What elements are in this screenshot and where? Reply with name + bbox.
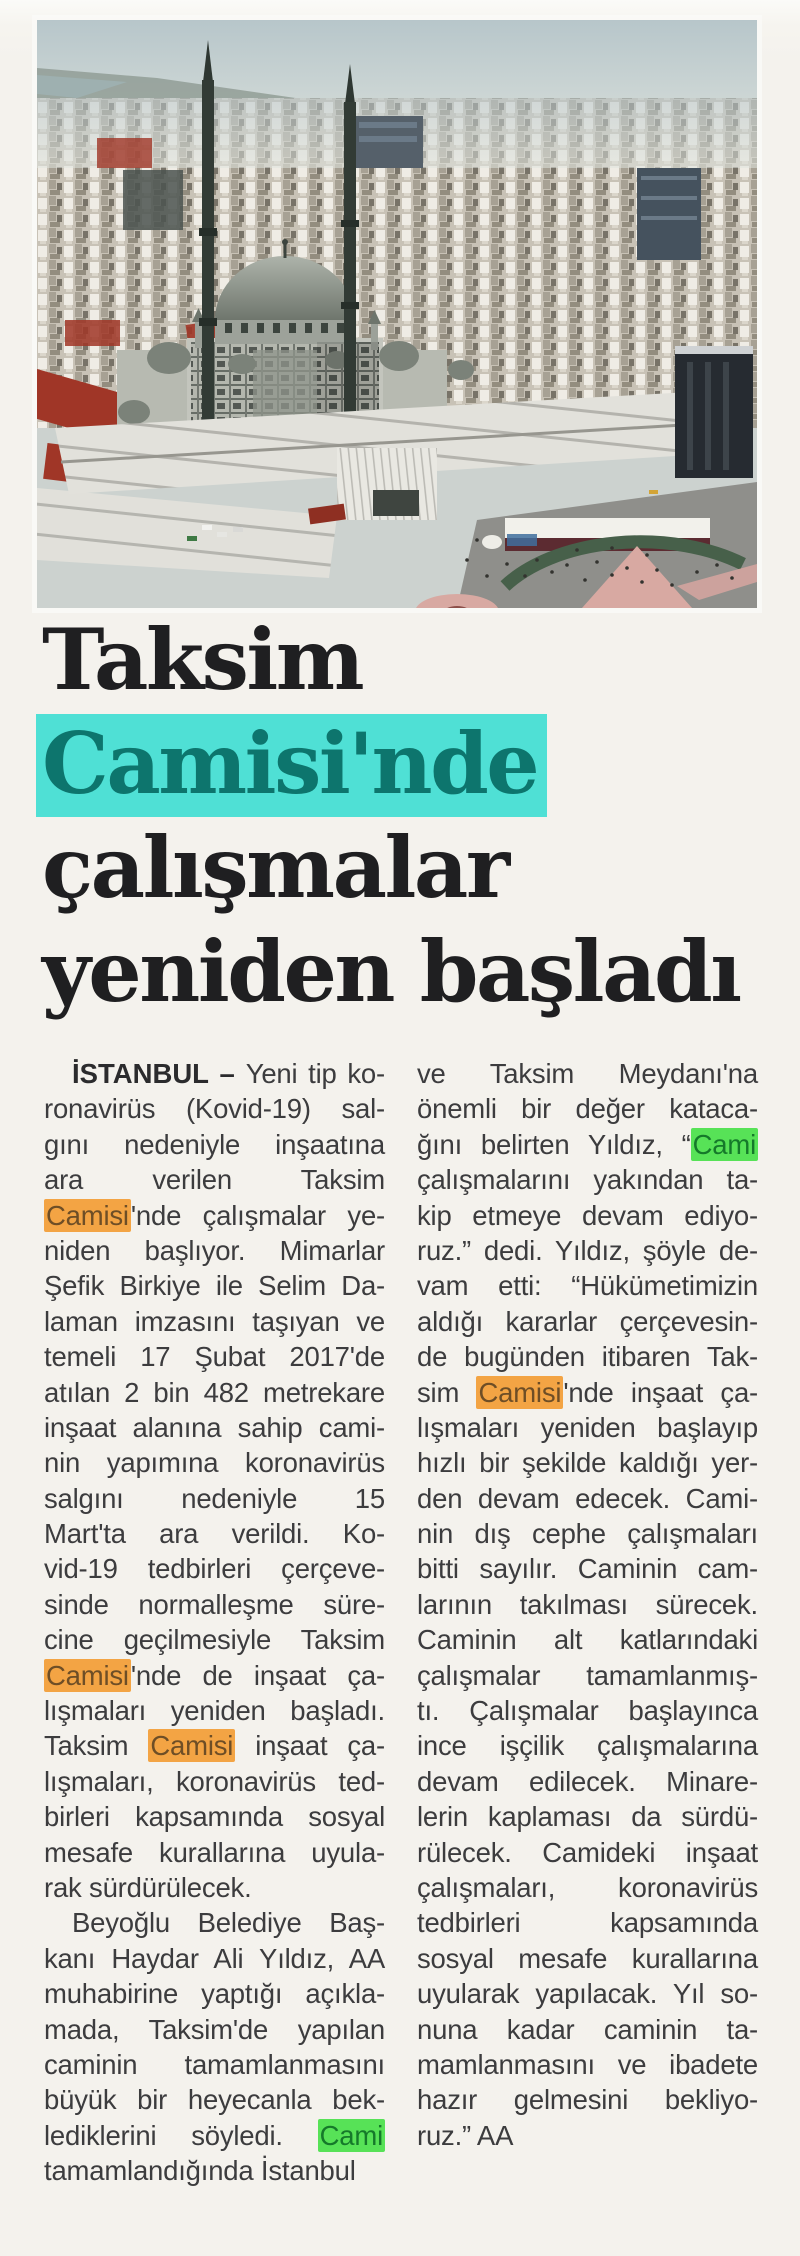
- text-segment: inşaat alanına sahip cami-: [44, 1411, 385, 1443]
- photo-red-tent: [308, 504, 346, 525]
- text-line: [44, 1551, 385, 1586]
- minaret-right: [344, 102, 356, 432]
- text-line: [417, 1268, 758, 1303]
- text-segment: çalışmaları, koronavirüs: [417, 1871, 758, 1903]
- text-segment: ğını belirten Yıldız, “: [417, 1128, 691, 1160]
- text-segment: devam edilecek. Minare-: [417, 1765, 758, 1797]
- text-segment: laman imzasını taşıyan ve: [44, 1305, 385, 1337]
- photo-dark-tower: [675, 346, 753, 478]
- text-segment: sim: [417, 1376, 477, 1408]
- text-segment: ruz.” dedi. Yıldız, şöyle de-: [417, 1234, 758, 1266]
- text-segment: ve Taksim Meydanı'na: [417, 1058, 758, 1089]
- text-line: [417, 1162, 758, 1197]
- text-segment: birleri kapsamında sosyal: [44, 1801, 385, 1833]
- text-segment: rak sürdürülecek.: [44, 1871, 252, 1903]
- text-line: [44, 1445, 385, 1480]
- text-segment: ara verilen Taksim: [44, 1164, 385, 1196]
- text-line: [417, 2012, 758, 2047]
- text-segment: tamamlandığında İstanbul: [44, 2155, 356, 2187]
- text-line: [44, 1587, 385, 1622]
- minaret-left: [202, 80, 214, 460]
- article-body: [44, 1056, 758, 2189]
- highlight-orange: Camisi: [150, 1730, 234, 1762]
- text-segment: Beyoğlu Belediye Baş-: [72, 1907, 385, 1939]
- text-line: [417, 1728, 758, 1763]
- text-line: [44, 2082, 385, 2117]
- text-segment: 'nde çalışmalar ye-: [130, 1199, 385, 1231]
- text-segment: Şefik Birkiye ile Selim Da-: [44, 1270, 385, 1302]
- photo-lower-roof: [37, 488, 337, 578]
- text-segment: cine geçilmesiyle Taksim: [44, 1624, 385, 1656]
- text-segment: muhabirine yaptığı açıkla-: [44, 1978, 385, 2010]
- text-segment: büyük bir heyecanla bek-: [44, 2084, 385, 2116]
- text-segment: sinde normalleşme süre-: [44, 1588, 385, 1620]
- text-segment: gını nedeniyle inşaatına: [44, 1128, 385, 1160]
- text-line: [417, 1375, 758, 1410]
- text-line: [417, 1198, 758, 1233]
- article-photo: [37, 20, 757, 608]
- text-line: [44, 2118, 385, 2153]
- text-segment: rülecek. Camideki inşaat: [417, 1836, 758, 1868]
- text-line: [417, 1339, 758, 1374]
- text-segment: Mart'ta ara verildi. Ko-: [44, 1518, 385, 1550]
- text-line: [44, 1091, 385, 1126]
- text-segment: bitti sayılır. Caminin cam-: [417, 1553, 758, 1585]
- text-line: [44, 1198, 385, 1233]
- text-line: [44, 1481, 385, 1516]
- text-segment: ince işçilik çalışmalarına: [417, 1730, 758, 1762]
- text-segment: larının takılması sürecek.: [417, 1588, 758, 1620]
- text-line: [417, 1905, 758, 1940]
- text-segment: nuna kadar caminin ta-: [417, 2013, 758, 2045]
- text-segment: ronavirüs (Kovid-19) sal-: [44, 1093, 385, 1125]
- text-line: [44, 1056, 385, 1091]
- text-segment: hızlı bir şekilde kaldığı yer-: [417, 1447, 758, 1479]
- text-segment: ruz.” AA: [417, 2119, 514, 2151]
- text-line: [417, 1693, 758, 1728]
- text-line: [417, 1091, 758, 1126]
- text-segment: çalışmalarını yakından ta-: [417, 1164, 758, 1196]
- text-line: [44, 1304, 385, 1339]
- text-line: [44, 1693, 385, 1728]
- text-line: [417, 2082, 758, 2117]
- text-line: [417, 1799, 758, 1834]
- headline-line: Taksim: [42, 610, 363, 709]
- text-segment: salgını nedeniyle 15: [44, 1482, 385, 1514]
- text-line: [417, 1658, 758, 1693]
- article-column-right: [417, 1056, 758, 2189]
- text-line: [44, 2047, 385, 2082]
- text-line: [44, 1375, 385, 1410]
- text-line: [44, 1127, 385, 1162]
- headline-highlight: Camisi'nde: [36, 714, 547, 817]
- text-segment: aldığı kararlar çerçevesin-: [417, 1305, 758, 1337]
- photo-plaza: [415, 482, 757, 608]
- text-segment: inşaat ça-: [235, 1730, 385, 1762]
- text-segment: mesafe kurallarına uyula-: [44, 1836, 385, 1868]
- text-segment: lışmaları, koronavirüs ted-: [44, 1765, 385, 1797]
- text-line: [417, 1410, 758, 1445]
- text-line: [44, 1728, 385, 1763]
- text-segment: tı. Çalışmalar başlayınca: [417, 1695, 758, 1727]
- text-segment: lışmaları yeniden başlayıp: [417, 1411, 758, 1443]
- text-segment: Caminin alt katlarındaki: [417, 1624, 758, 1656]
- text-line: [417, 1622, 758, 1657]
- text-line: [44, 1162, 385, 1197]
- text-segment: kip etmeye devam ediyo-: [417, 1199, 758, 1231]
- photo-shed: [373, 490, 419, 516]
- highlight-green: Cami: [692, 1128, 756, 1160]
- text-line: [417, 1233, 758, 1268]
- text-line: [417, 1127, 758, 1162]
- headline-line: yeniden başladı: [42, 922, 740, 1021]
- text-segment: atılan 2 bin 482 metrekare: [44, 1376, 385, 1408]
- text-segment: de bugünden itibaren Tak-: [417, 1341, 758, 1373]
- text-segment: nin yapımına koronavirüs: [44, 1447, 385, 1479]
- text-line: [44, 1268, 385, 1303]
- text-line: [44, 1905, 385, 1940]
- text-line: [417, 1941, 758, 1976]
- text-line: [417, 1481, 758, 1516]
- highlight-green: Cami: [319, 2119, 383, 2151]
- text-segment: lediklerini söyledi.: [44, 2119, 318, 2151]
- text-segment: Taksim: [44, 1730, 149, 1762]
- text-segment: uyularak yapılacak. Yıl so-: [417, 1978, 758, 2010]
- text-line: [44, 1410, 385, 1445]
- text-line: [44, 1870, 385, 1905]
- text-line: [44, 1339, 385, 1374]
- text-segment: nin dış cephe çalışmaları: [417, 1518, 758, 1550]
- text-line: [44, 1941, 385, 1976]
- text-line: [44, 1233, 385, 1268]
- text-segment: çalışmalar tamamlanmış-: [417, 1659, 758, 1691]
- text-segment: 'nde de inşaat ça-: [130, 1659, 385, 1691]
- text-line: [44, 1835, 385, 1870]
- text-segment: mamlanmasını ve ibadete: [417, 2048, 758, 2080]
- text-segment: kanı Haydar Ali Yıldız, AA: [44, 1942, 385, 1974]
- text-line: [417, 2047, 758, 2082]
- photo-illustration: [37, 20, 757, 608]
- text-line: [417, 1516, 758, 1551]
- text-segment: 'nde inşaat ça-: [563, 1376, 759, 1408]
- text-segment: caminin tamamlanmasını: [44, 2048, 385, 2080]
- text-line: [417, 1551, 758, 1586]
- text-line: [417, 2118, 758, 2153]
- highlight-orange: Camisi: [478, 1376, 562, 1408]
- text-segment: Yeni tip ko-: [245, 1058, 385, 1089]
- text-segment: vid-19 tedbirleri çerçeve-: [44, 1553, 385, 1585]
- text-segment: tedbirleri kapsamında: [417, 1907, 758, 1939]
- text-segment: den devam edecek. Cami-: [417, 1482, 758, 1514]
- text-line: [417, 1870, 758, 1905]
- text-line: [417, 1764, 758, 1799]
- text-line: [44, 1799, 385, 1834]
- text-line: [417, 1587, 758, 1622]
- dateline-bold: İSTANBUL –: [72, 1058, 246, 1089]
- text-line: [417, 1835, 758, 1870]
- text-segment: mada, Taksim'de yapılan: [44, 2013, 385, 2045]
- text-line: [44, 1622, 385, 1657]
- text-segment: sosyal mesafe kurallarına: [417, 1942, 758, 1974]
- text-line: [44, 1658, 385, 1693]
- text-line: [417, 1304, 758, 1339]
- text-segment: hazır gelmesini bekliyo-: [417, 2084, 758, 2116]
- text-line: [44, 2153, 385, 2188]
- text-line: [44, 1516, 385, 1551]
- text-line: [417, 1445, 758, 1480]
- text-segment: niden başlıyor. Mimarlar: [44, 1234, 385, 1266]
- text-segment: lerin kaplaması da sürdü-: [417, 1801, 758, 1833]
- highlight-orange: Camisi: [46, 1199, 129, 1231]
- headline-line: [42, 712, 766, 816]
- text-line: [417, 1056, 758, 1091]
- text-line: [44, 1976, 385, 2011]
- text-segment: önemli bir değer kataca-: [417, 1093, 758, 1125]
- highlight-orange: Camisi: [46, 1659, 129, 1691]
- text-segment: temeli 17 Şubat 2017'de: [44, 1341, 385, 1373]
- text-line: [417, 1976, 758, 2011]
- headline: [42, 608, 766, 1024]
- headline-line: çalışmalar: [42, 818, 508, 917]
- text-segment: lışmaları yeniden başladı.: [44, 1695, 385, 1727]
- text-line: [44, 2012, 385, 2047]
- text-line: [44, 1764, 385, 1799]
- text-segment: vam etti: “Hükümetimizin: [417, 1270, 758, 1302]
- article-column-left: [44, 1056, 385, 2189]
